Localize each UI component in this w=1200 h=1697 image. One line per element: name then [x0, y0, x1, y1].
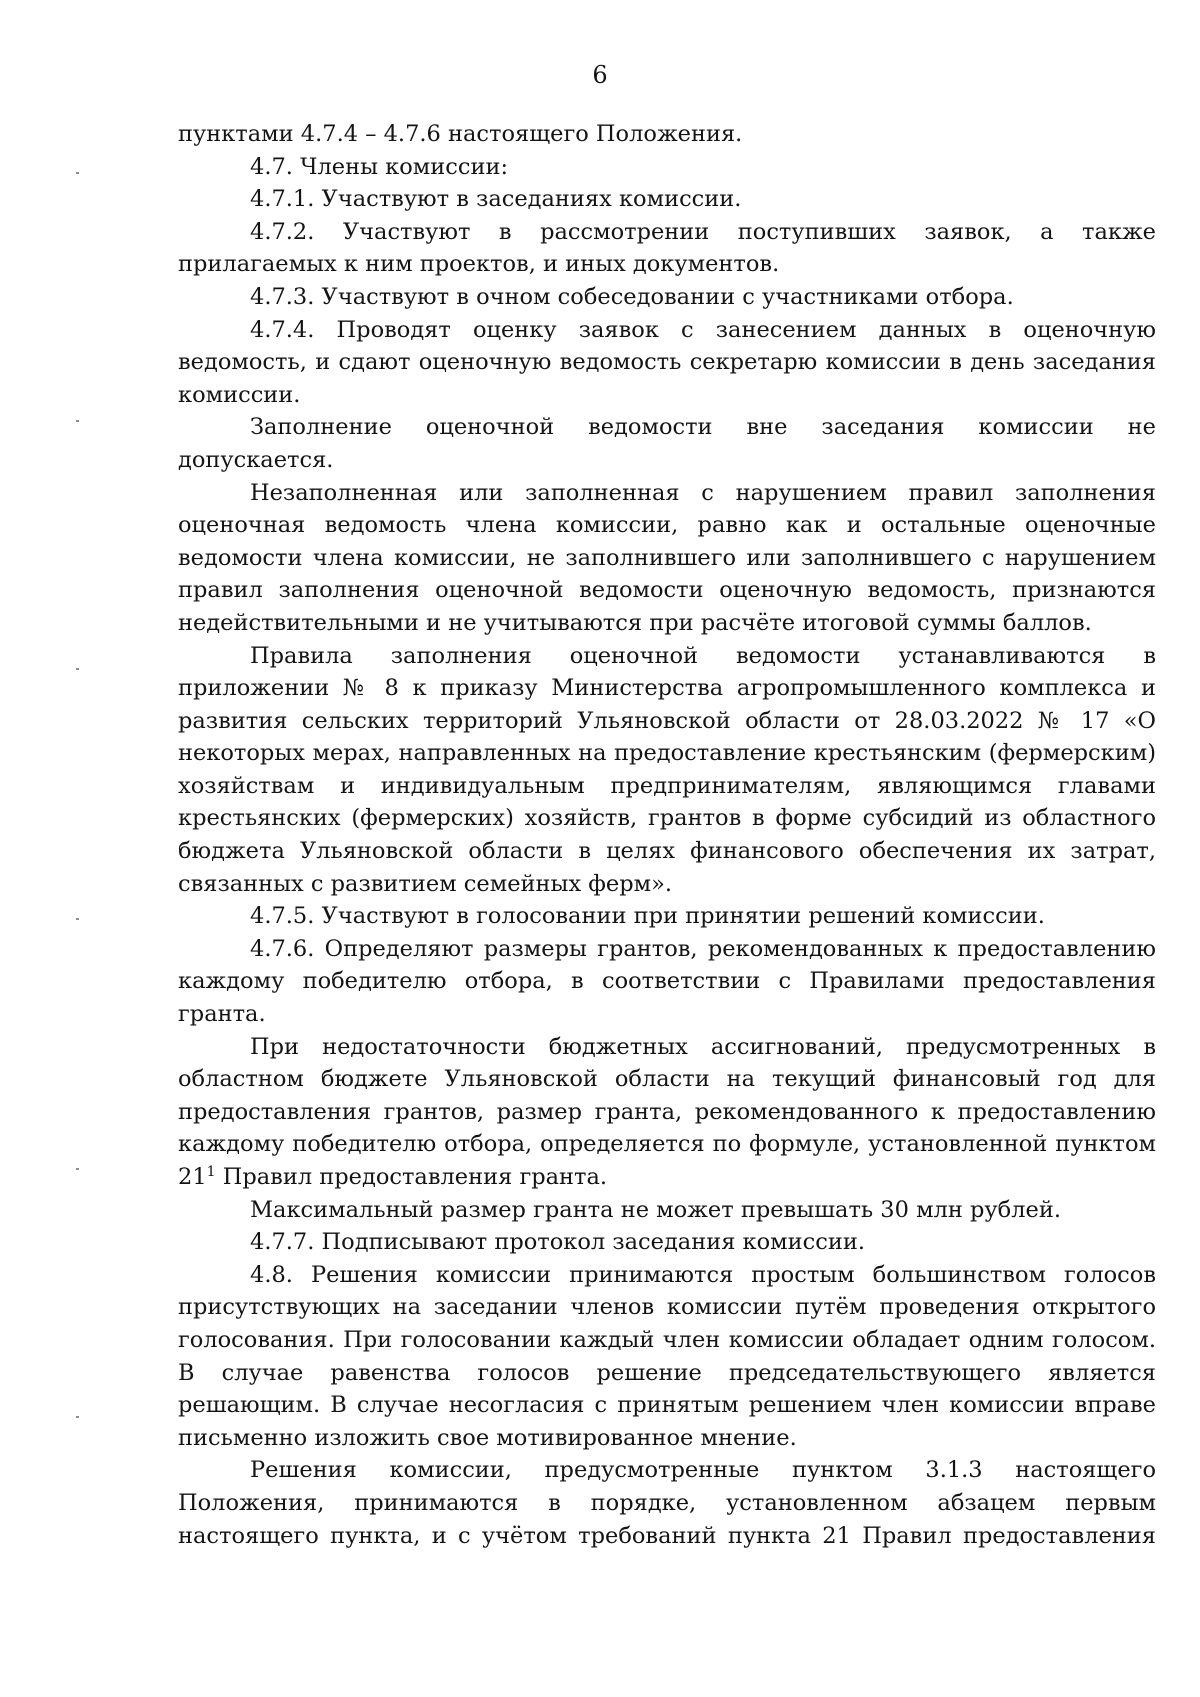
paragraph: 4.7.4. Проводят оценку заявок с занесением данных в оценочную ведомость, и сдают оценочную ведомость секретарю комиссии в день заседания комиссии.	[178, 316, 1156, 408]
scan-mark	[76, 1168, 79, 1170]
paragraph-text: При недостаточности бюджетных ассигнований, предусмотренных в областном бюджете Ульяновской области на текущий финансовый год для предоставления грантов, размер гранта, рекомендованного к предоставлению каждому победителю отбора, определяется по формуле, установленной пунктом 21	[178, 1033, 1156, 1190]
paragraph: Решения комиссии, предусмотренные пунктом 3.1.3 настоящего Положения, принимаются в порядке, установленном абзацем первым настоящего пункта, и с учётом требований пункта 21 Правил предоставления	[178, 1457, 1156, 1549]
paragraph	[178, 1031, 1156, 1194]
scan-mark	[76, 918, 79, 920]
paragraph-text: Правил предоставления гранта.	[215, 1164, 608, 1190]
paragraph: 4.7.1. Участвуют в заседаниях комиссии.	[250, 186, 742, 213]
document-body	[178, 118, 1156, 1552]
page-number: 6	[592, 61, 608, 89]
scan-mark	[76, 668, 79, 670]
paragraph: Максимальный размер гранта не может превышать 30 млн рублей.	[250, 1196, 1061, 1223]
paragraph: Незаполненная или заполненная с нарушением правил заполнения оценочная ведомость члена комиссии, равно как и остальные оценочные ведомости члена комиссии, не заполнившего или заполнившего с нарушением правил заполнения оценочной ведомости оценочную ведомость, признаются недействительными и не учитываются при расчёте итоговой суммы баллов.	[178, 479, 1156, 636]
paragraph: 4.8. Решения комиссии принимаются простым большинством голосов присутствующих на заседании членов комиссии путём проведения открытого голосования. При голосовании каждый член комиссии обладает одним голосом. В случае равенства голосов решение председательствующего является решающим. В случае несогласия с принятым решением член комиссии вправе письменно изложить свое мотивированное мнение.	[178, 1261, 1156, 1451]
scan-mark	[76, 172, 79, 174]
paragraph: Правила заполнения оценочной ведомости устанавливаются в приложении № 8 к приказу Министерства агропромышленного комплекса и развития сельских территорий Ульяновской области от 28.03.2022 № 17 «О некоторых мерах, направленных на предоставление крестьянским (фермерским) хозяйствам и индивидуальным предпринимателям, являющимся главами крестьянских (фермерских) хозяйств, грантов в форме субсидий из областного бюджета Ульяновской области в целях финансового обеспечения их затрат, связанных с развитием семейных ферм».	[178, 642, 1156, 897]
paragraph: 4.7.7. Подписывают протокол заседания комиссии.	[250, 1229, 866, 1256]
paragraph: 4.7. Члены комиссии:	[250, 153, 509, 180]
paragraph: 4.7.5. Участвуют в голосовании при принятии решений комиссии.	[250, 903, 1045, 930]
paragraph: 4.7.3. Участвуют в очном собеседовании с участниками отбора.	[250, 283, 1014, 310]
superscript: 1	[206, 1164, 216, 1180]
scan-mark	[76, 420, 79, 422]
paragraph: 4.7.2. Участвуют в рассмотрении поступивших заявок, а также прилагаемых к ним проектов, и иных документов.	[178, 218, 1156, 278]
paragraph: пунктами 4.7.4 – 4.7.6 настоящего Положения.	[178, 121, 743, 147]
scan-mark	[76, 1416, 79, 1418]
paragraph: Заполнение оценочной ведомости вне заседания комиссии не допускается.	[178, 414, 1156, 473]
paragraph: 4.7.6. Определяют размеры грантов, рекомендованных к предоставлению каждому победителю отбора, в соответствии с Правилами предоставления гранта.	[178, 935, 1156, 1028]
